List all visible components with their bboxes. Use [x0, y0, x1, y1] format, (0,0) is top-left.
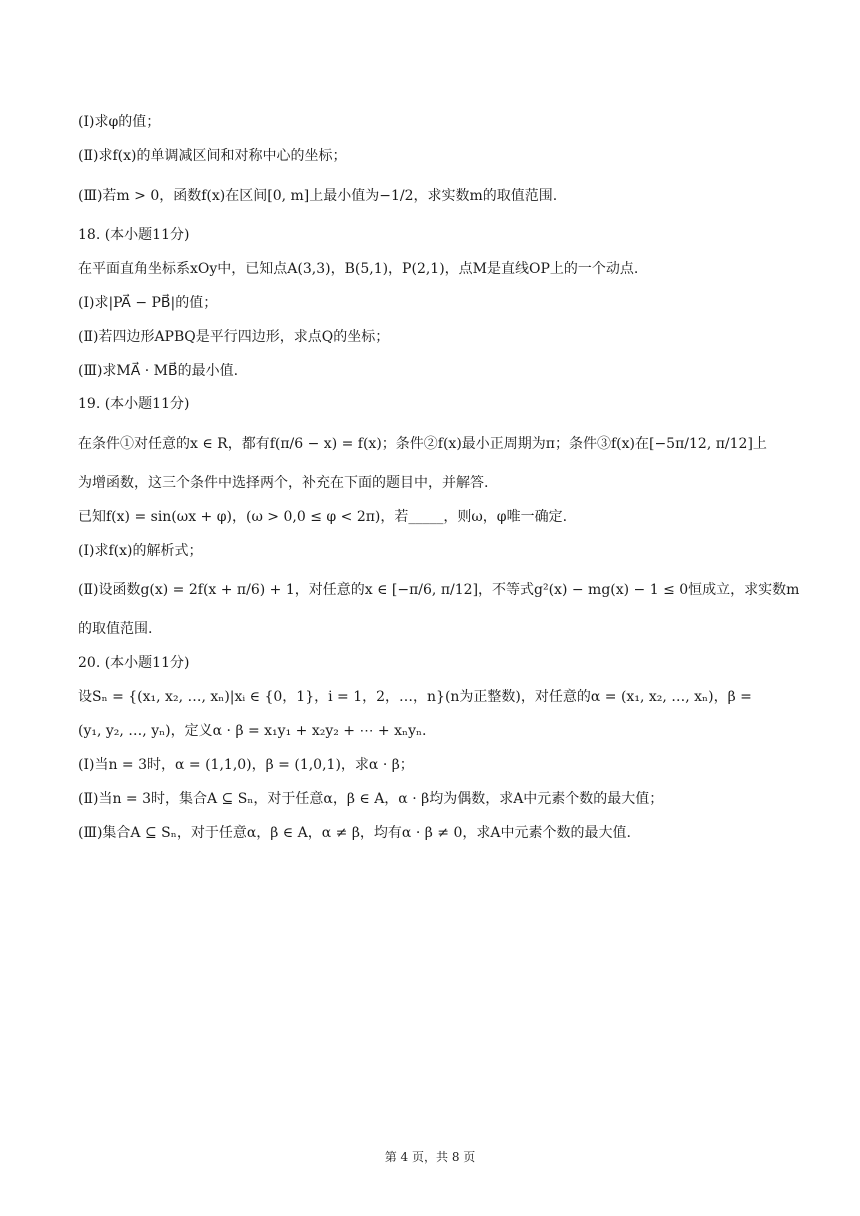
page-footer: 第 4 页，共 8 页 [384, 1150, 476, 1164]
q20-part3: (Ⅲ)集合A ⊆ Sₙ，对于任意α，β ∈ A，α ≠ β，均有α · β ≠ 0，求A中元素个数的最大值. [78, 825, 631, 841]
q19-stem-line1: 在条件①对任意的x ∈ R，都有f(π/6 − x) = f(x)；条件②f(x)最小正周期为π；条件③f(x)在[−5π/12, π/12]上 [78, 436, 767, 452]
q18-part2: (Ⅱ)若四边形APBQ是平行四边形，求点Q的坐标； [78, 329, 390, 345]
q19-stem-line2: 为增函数，这三个条件中选择两个，补充在下面的题目中，并解答. [78, 475, 489, 491]
q17-part2: (Ⅱ)求f(x)的单调减区间和对称中心的坐标； [78, 148, 347, 164]
q17-part1: (Ⅰ)求φ的值； [78, 114, 161, 130]
q20-part2: (Ⅱ)当n = 3时，集合A ⊆ Sₙ，对于任意α，β ∈ A，α · β均为偶数，求A中元素个数的最大值； [78, 791, 664, 807]
q19-part2-line2: 的取值范围. [78, 621, 153, 637]
q18-part3: (Ⅲ)求MA⃗ · MB⃗的最小值. [78, 363, 239, 379]
q20-header: 20. (本小题11分) [78, 655, 190, 671]
q19-part1: (Ⅰ)求f(x)的解析式； [78, 543, 203, 559]
q19-part2-line1: (Ⅱ)设函数g(x) = 2f(x + π/6) + 1，对任意的x ∈ [−π/6, π/12]，不等式g²(x) − mg(x) − 1 ≤ 0恒成立，求实数m [78, 582, 800, 598]
q20-stem-line1: 设Sₙ = {(x₁, x₂, …, xₙ)|xᵢ ∈ {0，1}，i = 1，2，…，n}(n为正整数)，对任意的α = (x₁, x₂, …, xₙ)，β = [78, 689, 752, 705]
q18-part1: (Ⅰ)求|PA⃗ − PB⃗|的值； [78, 295, 218, 311]
q19-given: 已知f(x) = sin(ωx + φ)，(ω > 0,0 ≤ φ < 2π)，若_____，则ω，φ唯一确定. [78, 509, 568, 525]
q20-part1: (Ⅰ)当n = 3时，α = (1,1,0)，β = (1,0,1)，求α · β； [78, 757, 414, 773]
q17-part3: (Ⅲ)若m > 0，函数f(x)在区间[0, m]上最小值为−1/2，求实数m的取值范围. [78, 188, 558, 204]
q18-stem: 在平面直角坐标系xOy中，已知点A(3,3)，B(5,1)，P(2,1)，点M是直线OP上的一个动点. [78, 261, 639, 277]
q19-header: 19. (本小题11分) [78, 396, 190, 412]
q18-header: 18. (本小题11分) [78, 227, 190, 243]
q20-stem-line2: (y₁, y₂, …, yₙ)，定义α · β = x₁y₁ + x₂y₂ + ⋯ + xₙyₙ. [78, 723, 427, 739]
